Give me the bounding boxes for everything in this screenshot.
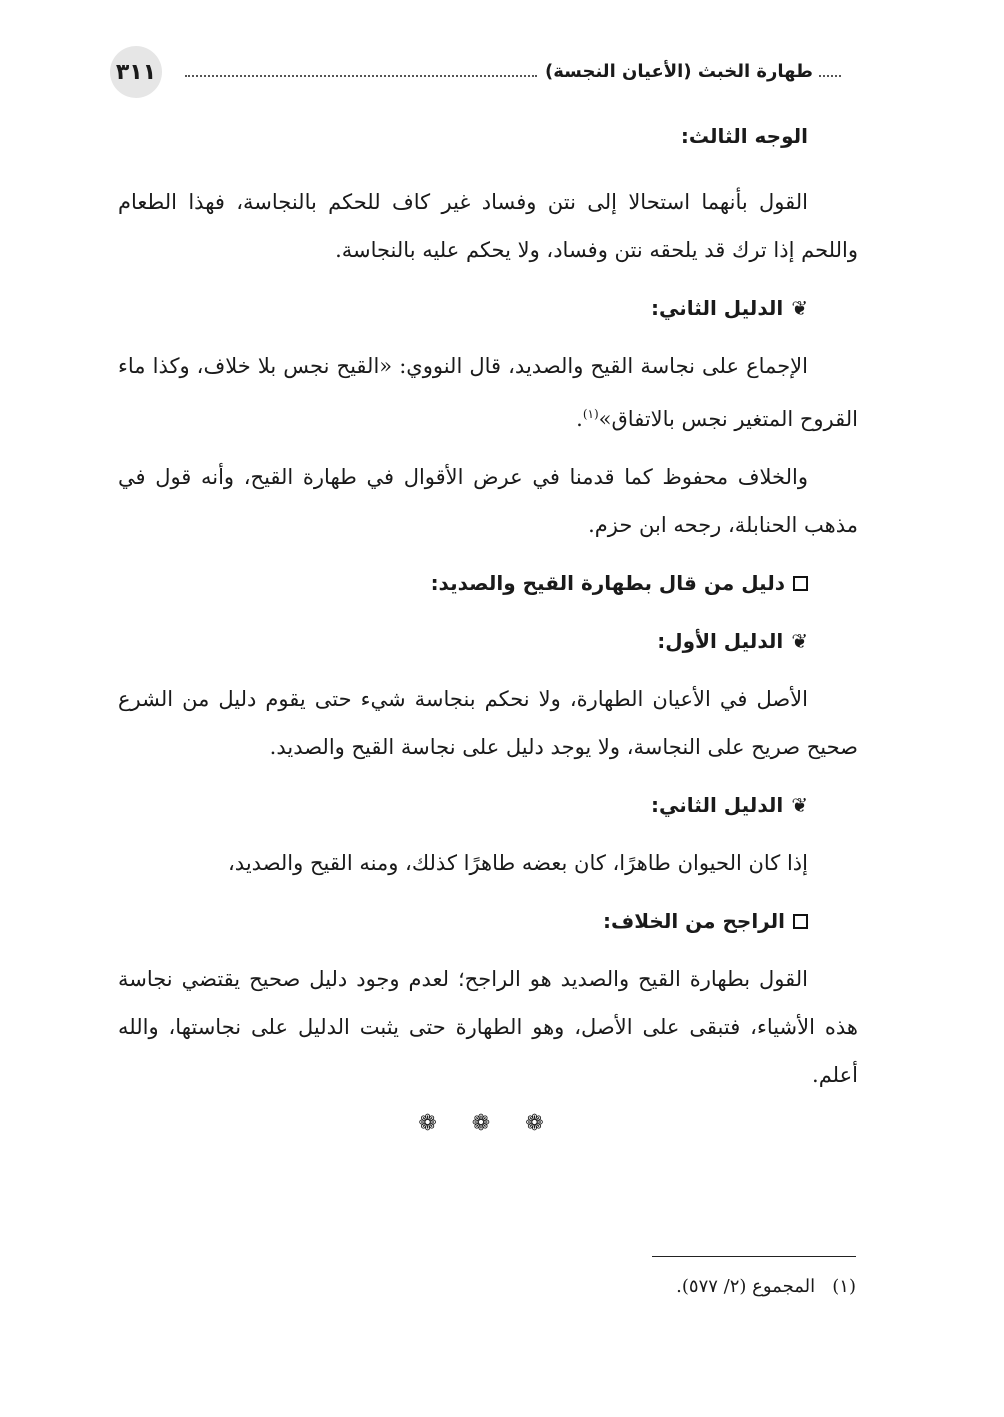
third-aspect-paragraph: القول بأنهما استحالا إلى نتن وفساد غير كاف للحكم بالنجاسة، فهذا الطعام واللحم إذا ترك قد يلحقه نتن وفساد، ولا يحكم عليه بالنجاسة. [118, 190, 858, 262]
first-evidence-heading: ❦ الدليل الأول: [118, 617, 808, 665]
footnote-1 [156, 1276, 856, 1297]
footnote-reference[interactable]: (١) [582, 407, 599, 421]
page-number: ٣١١ [110, 46, 162, 98]
second-evidence-paragraph: إذا كان الحيوان طاهرًا، كان بعضه طاهرًا كذلك، ومنه القيح والصديد، [228, 851, 808, 875]
footnote-divider [652, 1256, 856, 1257]
first-evidence-paragraph: الأصل في الأعيان الطهارة، ولا نحكم بنجاسة شيء حتى يقوم دليل من الشرع صحيح صريح على النجاسة، ولا يوجد دليل على نجاسة القيح والصديد. [118, 687, 858, 759]
ijma-paragraph: الإجماع على نجاسة القيح والصديد، قال النووي: «القيح نجس بلا خلاف، وكذا ماء القروح المتغير نجس بالاتفاق»$^{(١)}$. [118, 354, 858, 431]
footnote-text: المجموع (٢/ ٥٧٧). [676, 1276, 816, 1297]
page-body [118, 112, 858, 1136]
second-evidence-heading-2: ❦ الدليل الثاني: [118, 781, 808, 829]
section-separator-flower-icons: ❁ ❁ ❁ [418, 1111, 558, 1136]
second-evidence-heading: ❦ الدليل الثاني: [118, 284, 808, 332]
rajih-paragraph: القول بطهارة القيح والصديد هو الراجح؛ لعدم وجود دليل صحيح يقتضي نجاسة هذه الأشياء، فتبقى على الأصل، وهو الطهارة حتى يثبت الدليل على نجاستها، والله أعلم. [118, 967, 858, 1087]
ornament-leaf-icon: ❦ [791, 296, 808, 320]
square-box-icon [793, 914, 808, 929]
third-aspect-heading: الوجه الثالث: [680, 124, 808, 148]
ornament-leaf-icon: ❦ [791, 793, 808, 817]
running-header-title: طهارة الخبث (الأعيان النجسة) [545, 60, 813, 82]
footnote-number: (١) [832, 1276, 856, 1297]
header-leader-dots-right [819, 75, 841, 77]
rajih-heading: الراجح من الخلاف: [118, 897, 808, 945]
purity-evidence-heading: دليل من قال بطهارة القيح والصديد: [118, 559, 808, 607]
square-box-icon [793, 576, 808, 591]
ornament-leaf-icon: ❦ [791, 629, 808, 653]
running-header [185, 56, 841, 86]
header-leader-dots [185, 75, 537, 77]
khilaf-paragraph: والخلاف محفوظ كما قدمنا في عرض الأقوال في طهارة القيح، وأنه قول في مذهب الحنابلة، رجحه ابن حزم. [118, 465, 858, 537]
